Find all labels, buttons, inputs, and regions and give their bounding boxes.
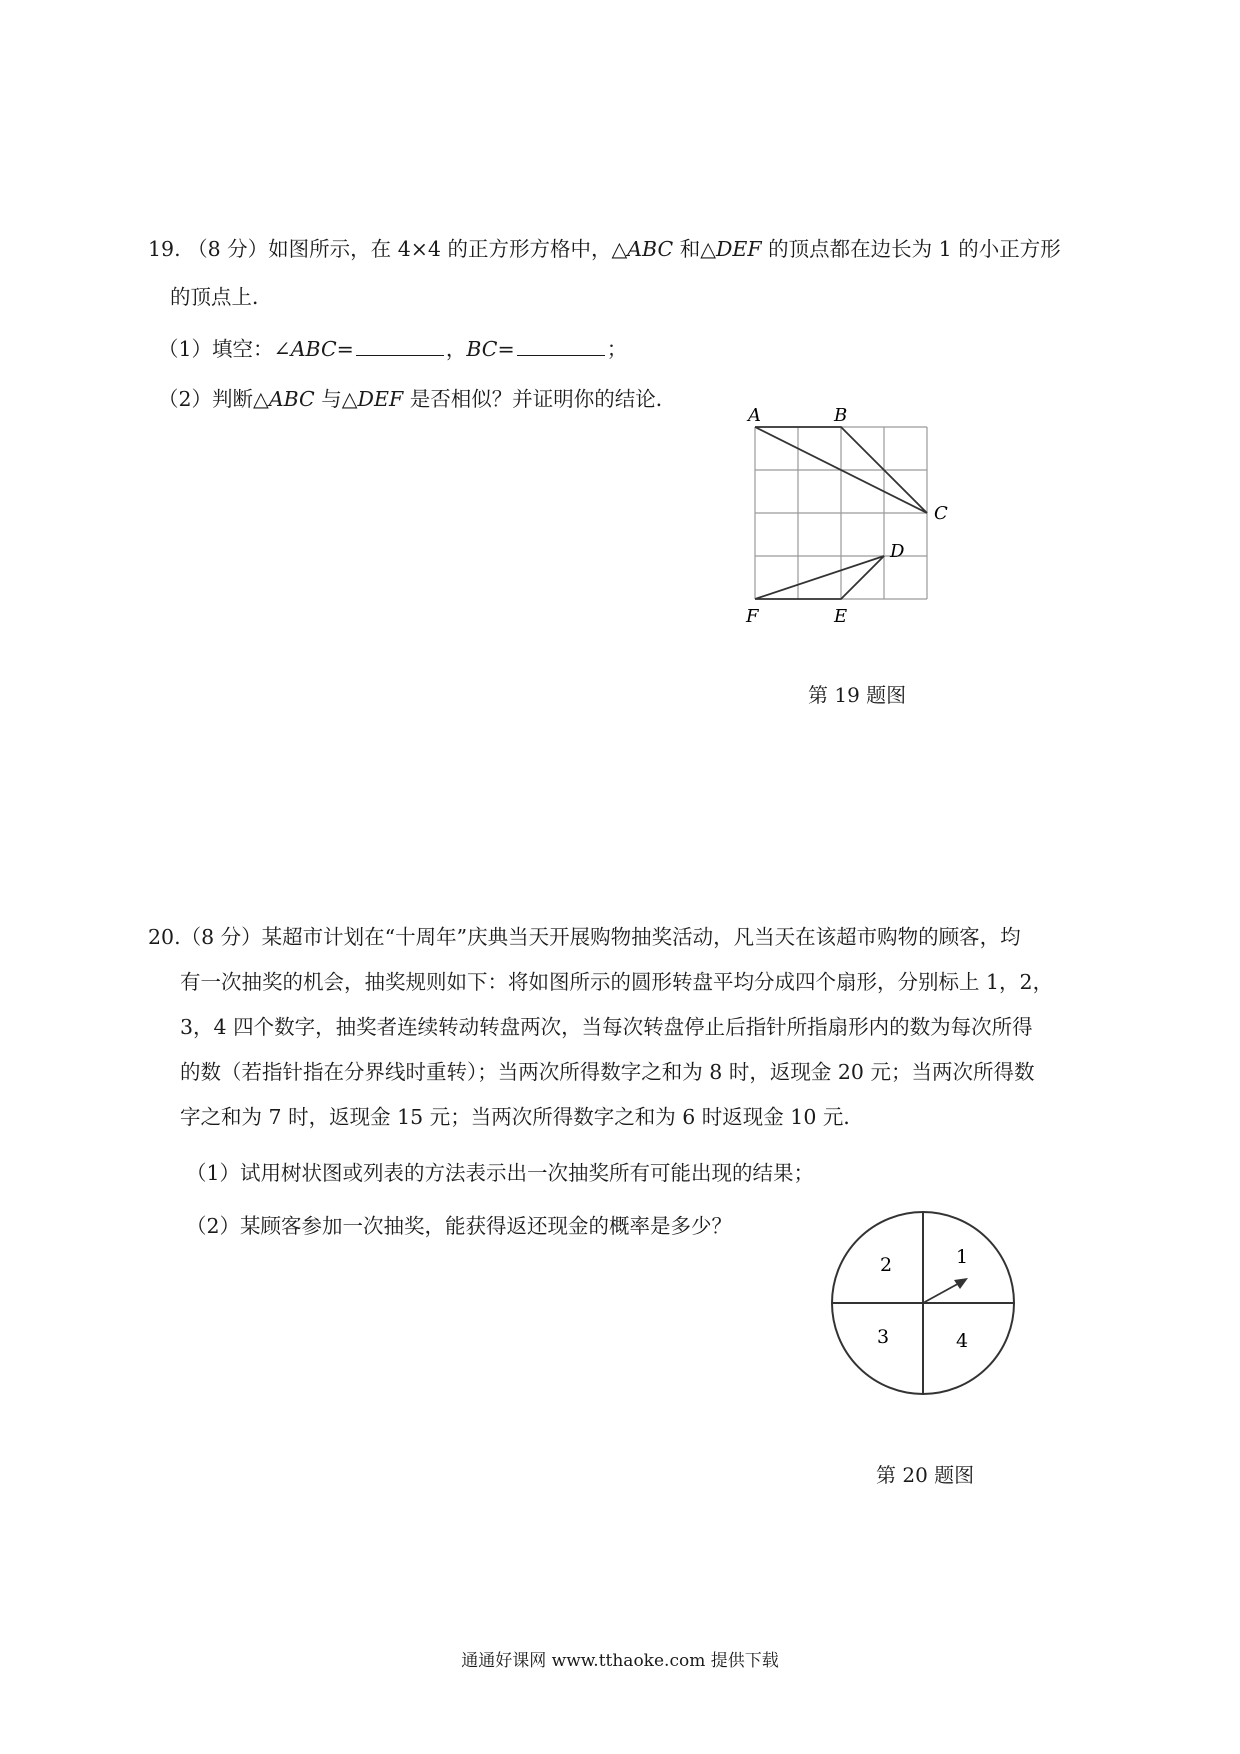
- vertex-f-label: F: [746, 606, 759, 627]
- q19-text: 19. （8 分）如图所示，在 4×4 的正方形方格中，△: [148, 237, 628, 261]
- q19-part1: [158, 336, 627, 362]
- sector-1-label: 1: [956, 1246, 969, 1268]
- equals-sign: =: [497, 337, 515, 361]
- angle-abc-label: ABC: [290, 337, 337, 361]
- q19-caption: 第 19 题图: [808, 683, 907, 707]
- vertex-c-label: C: [934, 503, 948, 524]
- q20-line3: 3，4 四个数字，抽奖者连续转动转盘两次，当每次转盘停止后指针所指扇形内的数为每次所得: [180, 1015, 1033, 1039]
- q19-text: 和△: [673, 237, 716, 261]
- vertex-b-label: B: [834, 405, 848, 426]
- equals-sign: =: [336, 337, 354, 361]
- q19-line1: [148, 236, 1061, 262]
- q20-line4: 的数（若指针指在分界线时重转）；当两次所得数字之和为 8 时，返现金 20 元；当两次所得数: [180, 1060, 1035, 1084]
- answer-blank-bc[interactable]: [517, 337, 605, 356]
- q19-part2-text: 是否相似？并证明你的结论．: [403, 387, 677, 411]
- q20-part2: （2）某顾客参加一次抽奖，能获得返还现金的概率是多少？: [186, 1214, 733, 1238]
- q19-part2-text: 与△: [314, 387, 358, 411]
- q19-part2-text: （2）判断△: [158, 387, 269, 411]
- vertex-a-label: A: [748, 405, 761, 426]
- q20-part1: （1）试用树状图或列表的方法表示出一次抽奖所有可能出现的结果；: [186, 1161, 815, 1185]
- q19-grid-figure: [730, 400, 970, 630]
- triangle-def: [755, 556, 884, 599]
- comma: ，: [445, 337, 467, 361]
- page-footer: 通通好课网 www.tthaoke.com 提供下载: [461, 1651, 779, 1671]
- q20-caption: 第 20 题图: [876, 1463, 975, 1487]
- triangle-def-label: DEF: [715, 237, 762, 261]
- vertex-e-label: E: [834, 606, 848, 627]
- q20-line1: 20.（8 分）某超市计划在“十周年”庆典当天开展购物抽奖活动，凡当天在该超市购物的顾客，均: [148, 925, 1021, 949]
- q20-line5: 字之和为 7 时，返现金 15 元；当两次所得数字之和为 6 时返现金 10 元．: [180, 1105, 864, 1129]
- triangle-def-label: DEF: [357, 387, 404, 411]
- pointer-arrow-icon: [923, 1278, 968, 1303]
- answer-blank-angle[interactable]: [356, 337, 444, 356]
- sector-4-label: 4: [956, 1330, 969, 1352]
- q20-spinner-figure: [826, 1205, 1026, 1405]
- semicolon: ；: [606, 337, 628, 361]
- q20-line2: 有一次抽奖的机会，抽奖规则如下：将如图所示的圆形转盘平均分成四个扇形，分别标上 1，2，: [180, 970, 1054, 994]
- sector-2-label: 2: [880, 1254, 893, 1276]
- triangle-abc-label: ABC: [627, 237, 674, 261]
- vertex-d-label: D: [890, 541, 905, 562]
- sector-3-label: 3: [877, 1326, 890, 1348]
- q19-part2: [158, 386, 676, 412]
- q19-text: 的顶点都在边长为 1 的小正方形: [761, 237, 1061, 261]
- segment-bc-label: BC: [466, 337, 498, 361]
- grid-lines: [755, 427, 927, 599]
- q19-line2: 的顶点上．: [170, 285, 273, 309]
- q19-part1-text: （1）填空：∠: [158, 337, 291, 361]
- triangle-abc-label: ABC: [268, 387, 315, 411]
